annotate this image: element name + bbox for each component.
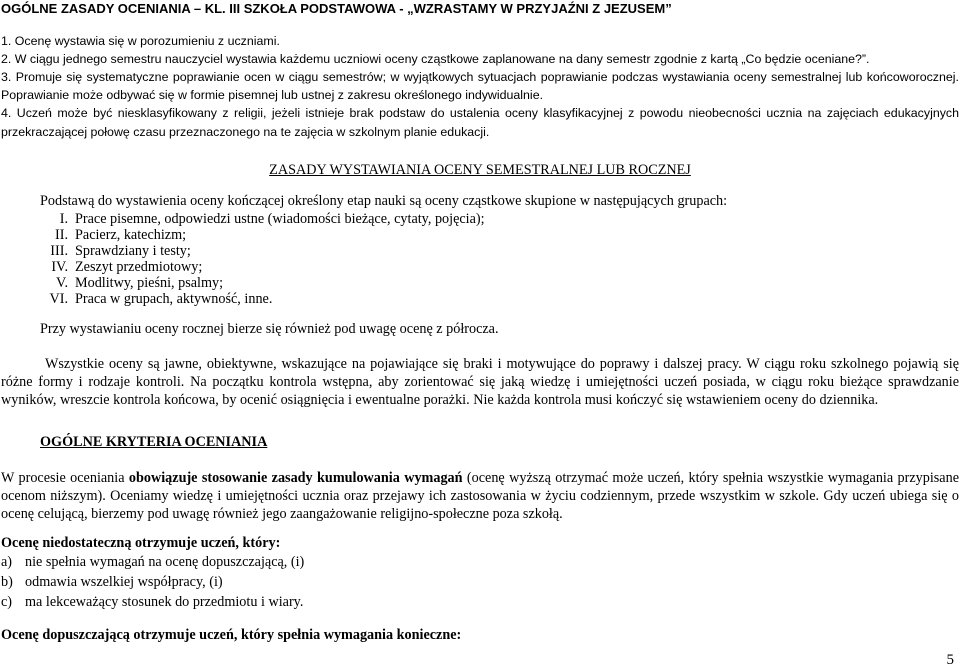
group-number: I. <box>59 211 68 227</box>
document-header: OGÓLNE ZASADY OCENIANIA – KL. III SZKOŁA PODSTAWOWA - „WZRASTAMY W PRZYJAŹNI Z JEZUSEM” <box>1 1 672 16</box>
item-text: nie spełnia wymagań na ocenę dopuszczającą, (i) <box>25 554 305 570</box>
annual-note: Przy wystawianiu oceny rocznej bierze się również pod uwagę ocenę z półrocza. <box>40 321 499 337</box>
item-label: c) <box>1 594 13 610</box>
group-text: Pacierz, katechizm; <box>75 227 187 243</box>
criteria-paragraph <box>1 469 959 523</box>
criteria-title: OGÓLNE KRYTERIA OCENIANIA <box>40 434 268 450</box>
group-text: Praca w grupach, aktywność, inne. <box>75 291 273 307</box>
criteria-pre: W procesie oceniania <box>1 470 129 486</box>
point-3: 3. Promuje się systematyczne poprawianie ocen w ciągu semestrów; w wyjątkowych sytuacjach poprawianie podczas wystawiania oceny semestralnej lub końcoworocznej. Poprawianie może odbywać się w formie pisemnej lub ustnej z zakresu określonego indywidualnie. <box>1 70 959 102</box>
group-number: II. <box>55 227 68 243</box>
section-title: ZASADY WYSTAWIANIA OCENY SEMESTRALNEJ LUB ROCZNEJ <box>269 162 691 178</box>
item-text: odmawia wszelkiej współpracy, (i) <box>25 574 223 590</box>
criteria-post: (ocenę wyższą otrzymać może uczeń, który spełnia wszystkie wymagania przypisane ocenom niższym). Oceniamy wiedzę i umiejętności ucznia oraz przejawy ich zastosowania w życiu codziennym, przede wszystkim w szkole. Gdy uczeń ubiega się o ocenę celującą, bierzemy pod uwagę również jego zaangażowanie religijno-społeczne poza szkołą. <box>1 470 959 522</box>
group-text: Modlitwy, pieśni, psalmy; <box>75 275 224 291</box>
item-label: a) <box>1 554 13 570</box>
sufficient-title: Ocenę dopuszczającą otrzymuje uczeń, który spełnia wymagania konieczne: <box>1 627 462 643</box>
page-number: 5 <box>946 652 954 668</box>
group-number: III. <box>50 243 68 259</box>
group-item <box>40 290 272 308</box>
item-label: b) <box>1 574 13 590</box>
group-text: Zeszyt przedmiotowy; <box>75 259 203 275</box>
group-number: V. <box>56 275 68 291</box>
insufficient-item <box>1 593 303 611</box>
group-text: Sprawdziany i testy; <box>75 243 191 259</box>
group-text: Prace pisemne, odpowiedzi ustne (wiadomości bieżące, cytaty, pojęcia); <box>75 211 485 227</box>
group-number: VI. <box>49 291 68 307</box>
point-2: 2. W ciągu jednego semestru nauczyciel wystawia każdemu uczniowi oceny cząstkowe zaplanowane na dany semestr zgodnie z kartą „Co będzie oceniane?”. <box>1 52 870 66</box>
public-paragraph: Wszystkie oceny są jawne, obiektywne, wskazujące na pojawiające się braki i motywujące do poprawy i dalszej pracy. W ciągu roku szkolnego pojawią się różne formy i rodzaje kontroli. Na początku kontrola wstępna, aby zorientować się jaką wiedzę i umiejętności uczeń posiada, w ciągu roku bieżące sprawdzanie wyników, wreszcie kontrola końcowa, by ocenić osiągnięcia i ewentualne porażki. Nie każda kontrola musi kończyć się wstawieniem oceny do dziennika. <box>1 356 959 408</box>
insufficient-item <box>1 553 304 571</box>
group-number: IV. <box>51 259 68 275</box>
point-1: 1. Ocenę wystawia się w porozumieniu z uczniami. <box>1 34 280 48</box>
insufficient-title: Ocenę niedostateczną otrzymuje uczeń, który: <box>1 535 281 551</box>
groups-intro: Podstawą do wystawienia oceny kończącej określony etap nauki są oceny cząstkowe skupione w następujących grupach: <box>40 193 728 209</box>
criteria-bold: obowiązuje stosowanie zasady kumulowania wymagań <box>128 470 463 486</box>
point-4: 4. Uczeń może być niesklasyfikowany z religii, jeżeli istnieje brak podstaw do ustalenia oceny klasyfikacyjnej z powodu nieobecności ucznia na zajęciach edukacyjnych przekraczającej połowę czasu przeznaczonego na te zajęcia w szkolnym planie edukacji. <box>1 106 959 139</box>
item-text: ma lekceważący stosunek do przedmiotu i wiary. <box>25 594 304 610</box>
insufficient-item <box>1 573 223 591</box>
